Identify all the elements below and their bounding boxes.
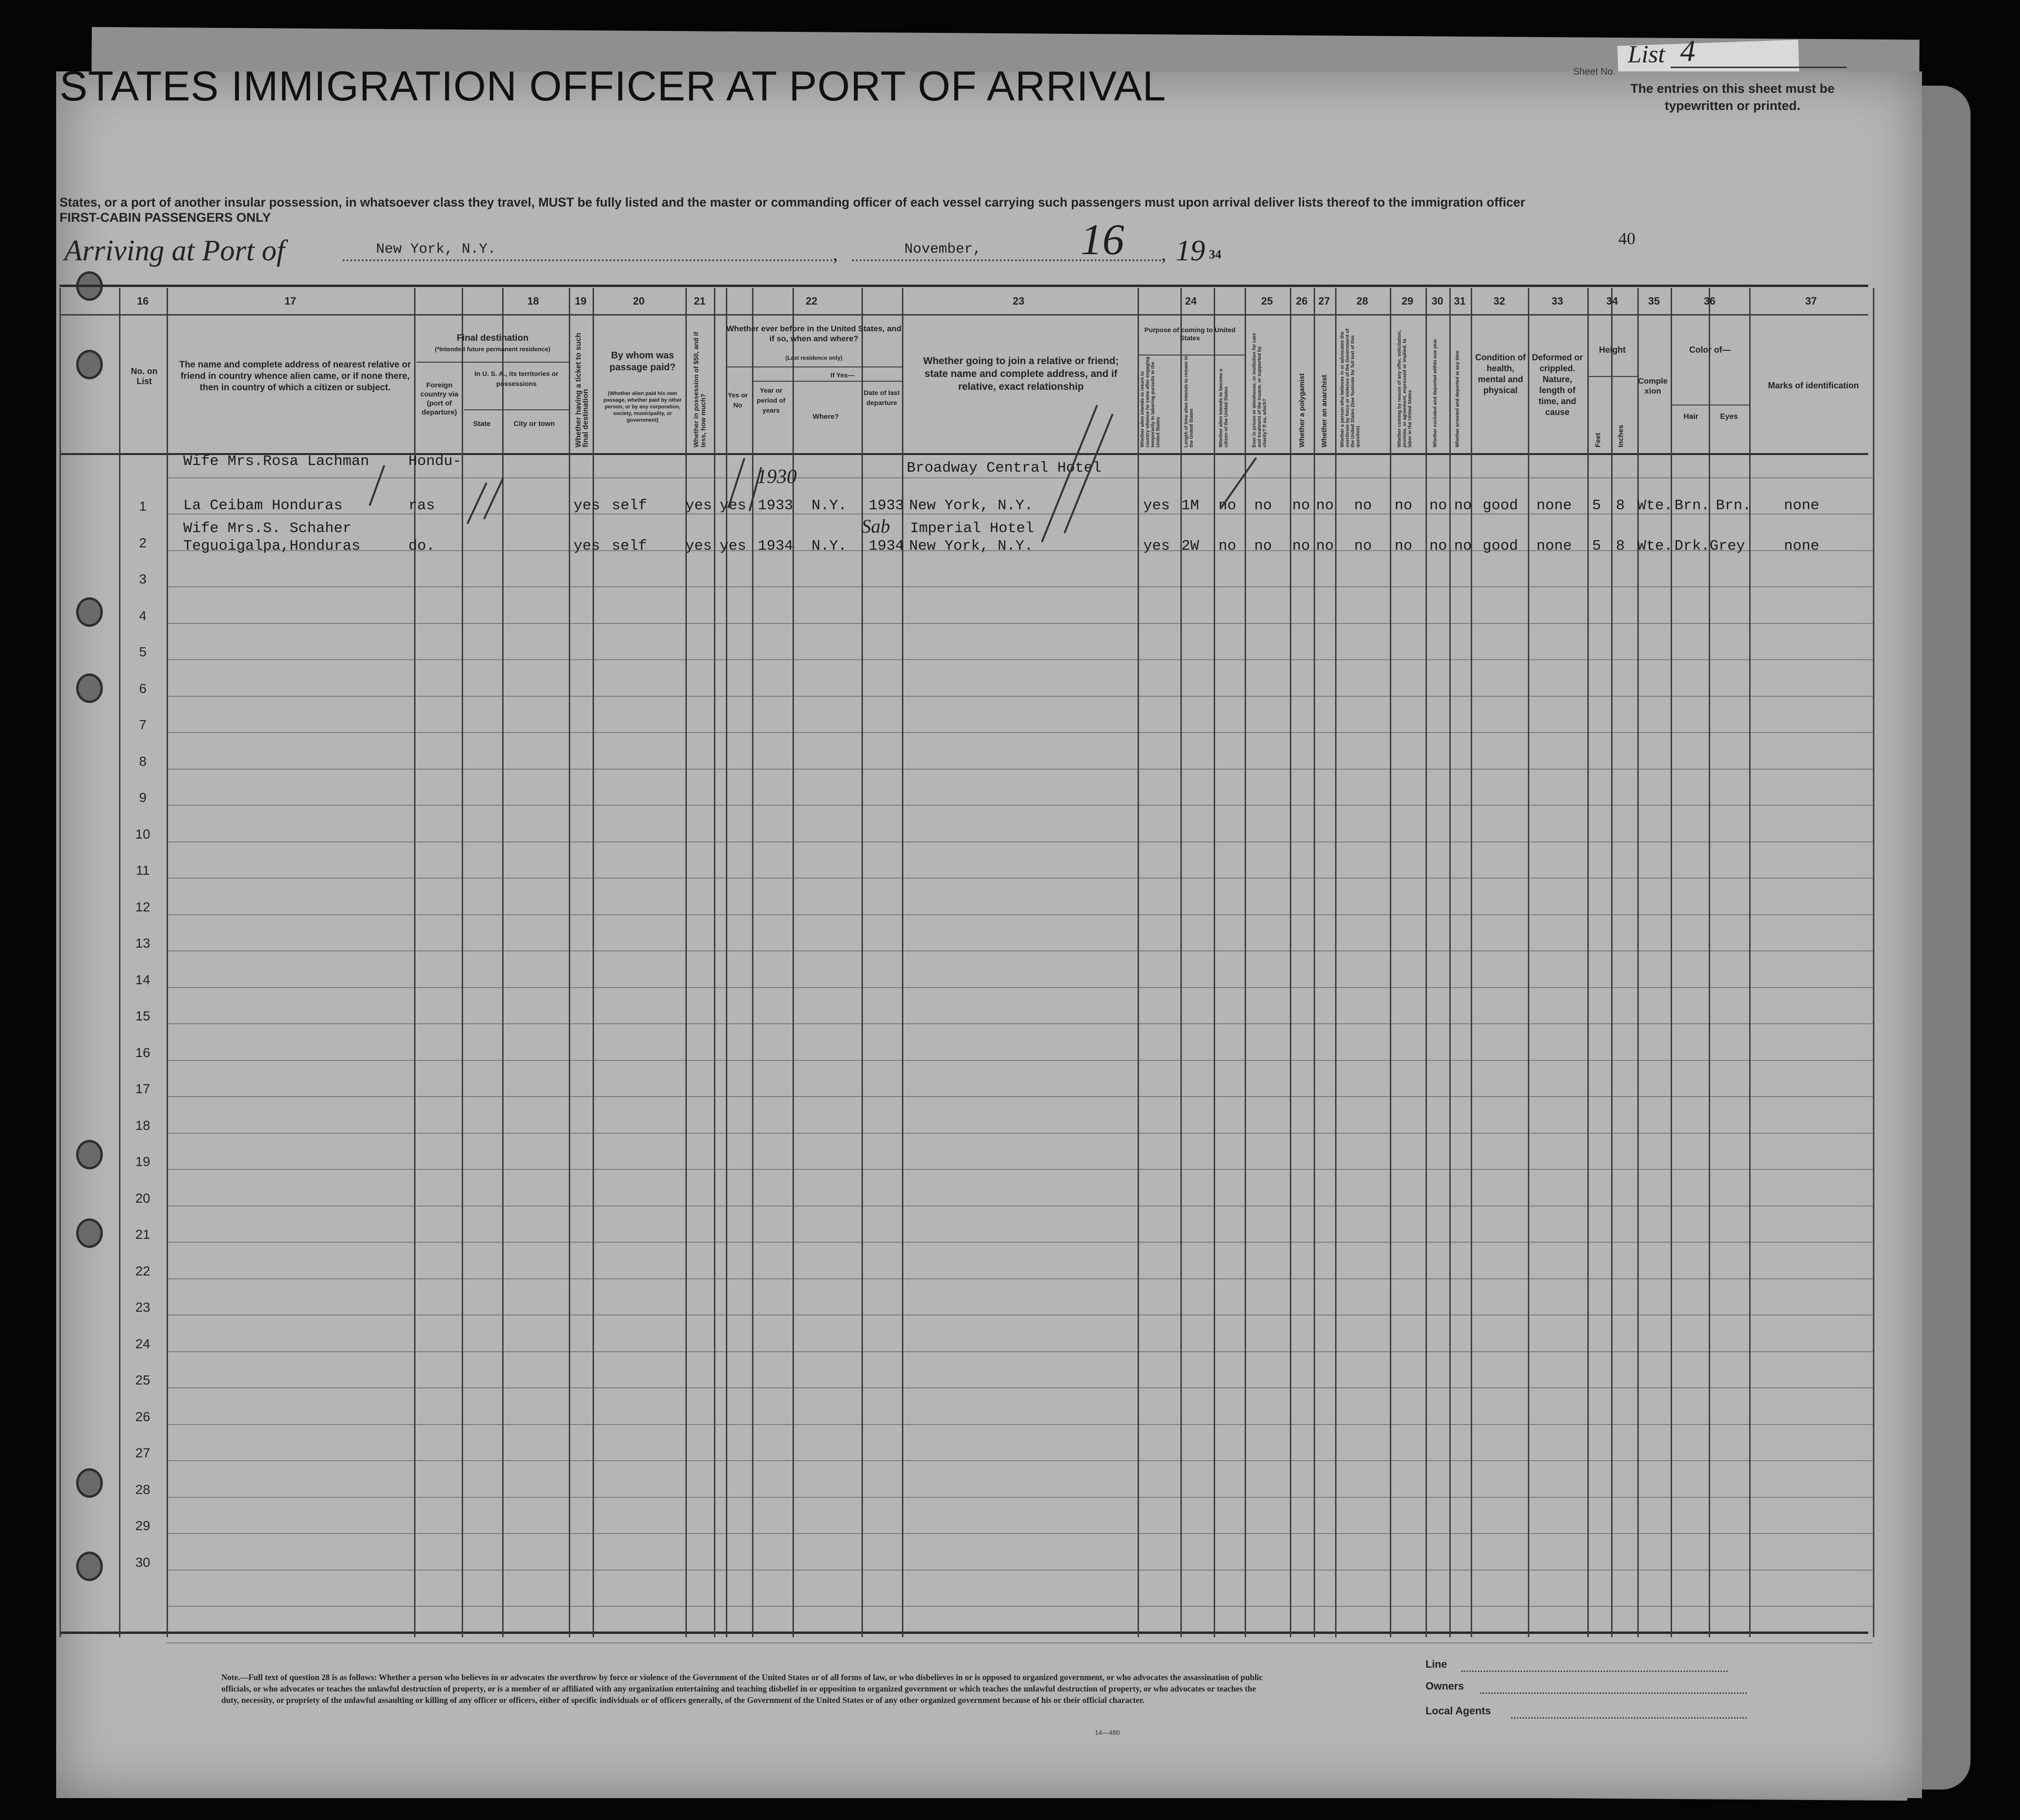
subheader-rule	[416, 362, 569, 363]
binder-ring-hole	[76, 597, 103, 627]
column-rule	[1245, 288, 1246, 1637]
row1-polygamist: no	[1292, 497, 1310, 514]
row2-feet: 5	[1592, 538, 1601, 554]
row2-complexion: Wte.	[1637, 538, 1673, 554]
row-number: 27	[135, 1445, 150, 1460]
column-number: 22	[805, 295, 818, 307]
row1-arrested: no	[1454, 497, 1472, 514]
row-rule	[167, 878, 1873, 879]
column-rule	[1335, 288, 1337, 1637]
column-number: 33	[1551, 295, 1564, 307]
header-marks: Marks of identification	[1768, 381, 1859, 390]
header-complexion: Complexion	[1638, 376, 1668, 396]
column-rule	[792, 288, 794, 1637]
row-number: 22	[135, 1263, 150, 1278]
column-rule	[752, 288, 753, 1637]
header-ever-before: Whether ever before in the United States, and if so, when and where?	[726, 324, 901, 343]
row1-paid-by: self	[612, 497, 647, 514]
local-agents-label: Local Agents	[1426, 1705, 1491, 1717]
column-number: 21	[693, 295, 706, 307]
instructions-line: States, or a port of another insular possession, in whatsoever class they travel, MUST be fully listed and the master or commanding officer of each vessel carrying such passengers must upon arrival deliver lists thereof to the immigration officer	[59, 195, 1525, 209]
subheader-rule	[752, 381, 902, 382]
row-rule	[167, 1460, 1873, 1461]
column-rule	[902, 288, 903, 1637]
header-foreign-country: Foreign country via (port of departure)	[420, 381, 459, 416]
row-rule	[167, 696, 1873, 697]
header-hair: Hair	[1683, 413, 1699, 421]
row1-join-address: New York, N.Y.	[909, 497, 1033, 514]
row-number: 19	[135, 1154, 150, 1169]
row1-relative-name: Wife Mrs.Rosa Lachman	[183, 453, 369, 470]
row-number: 11	[136, 863, 150, 878]
row-number: 25	[135, 1373, 150, 1387]
row1-before: yes	[720, 497, 746, 514]
manifest-page	[56, 71, 1922, 1798]
header-inches: Inches	[1617, 425, 1625, 447]
header-final-destination: Final destination	[456, 333, 529, 343]
row-number: 28	[135, 1482, 150, 1497]
binder-ring-hole	[76, 1140, 103, 1169]
row2-departure-handwritten: Sab	[861, 515, 890, 537]
header-purpose-length: Length of time alien intends to remain in the United States	[1184, 356, 1194, 447]
row-number: 17	[135, 1081, 150, 1096]
row2-prison: no	[1254, 538, 1272, 554]
row2-labor: no	[1395, 538, 1413, 554]
list-label: List	[1628, 41, 1665, 68]
row2-fifty: yes	[685, 538, 712, 554]
row-rule	[167, 477, 1873, 478]
row1-purpose-length: 1M	[1181, 497, 1199, 514]
row-number: 26	[135, 1409, 150, 1424]
column-rule	[1138, 288, 1139, 1637]
header-fifty-dollars: Whether in possession of $50, and if less, how much?	[692, 332, 707, 447]
subheader-rule	[464, 409, 569, 410]
row1-year: 1933	[758, 497, 793, 514]
row1-relative-address: La Ceibam Honduras	[183, 497, 343, 514]
owners-field	[1480, 1692, 1747, 1694]
arrival-day: 16	[1080, 215, 1124, 264]
row-number: 21	[135, 1227, 150, 1242]
row-rule	[167, 1242, 1873, 1243]
row2-relative-name: Wife Mrs.S. Schaher	[183, 520, 352, 537]
column-number: 23	[1012, 295, 1025, 307]
row2-foreign-country: do.	[408, 538, 435, 554]
subheader-rule	[1671, 405, 1749, 406]
column-number: 20	[633, 295, 645, 307]
row2-where: N.Y.	[812, 538, 847, 554]
row-rule	[167, 1606, 1873, 1607]
header-deformed: Deformed or crippled. Nature, length of time, and cause	[1532, 353, 1583, 417]
column-rule	[861, 288, 863, 1637]
row-number: 15	[135, 1009, 150, 1023]
header-yes-no: Yes or No	[727, 391, 748, 409]
column-rule	[414, 288, 416, 1637]
header-feet: Feet	[1594, 433, 1602, 447]
subheader-rule	[726, 366, 902, 367]
header-in-usa: In U. S. A., its territories or possessions	[474, 370, 559, 387]
page-title: STATES IMMIGRATION OFFICER AT PORT OF ARRIVAL	[59, 62, 1167, 109]
row-rule	[167, 1387, 1873, 1388]
column-number: 25	[1261, 295, 1273, 307]
row-number: 24	[135, 1336, 150, 1351]
column-rule	[1671, 288, 1672, 1637]
column-number: 34	[1606, 295, 1618, 307]
row-rule	[167, 950, 1873, 951]
row1-foreign-country-cont: ras	[408, 497, 435, 514]
row-rule	[167, 769, 1873, 770]
column-number: 36	[1703, 295, 1716, 307]
column-rule	[569, 288, 570, 1637]
header-labor-offer: Whether coming by reason of any offer, solicitation, promise, or agreement, expressed or implied, to labor in the United States	[1397, 330, 1413, 447]
header-height: Height	[1599, 345, 1626, 355]
row-rule	[167, 1497, 1873, 1498]
column-number: 37	[1805, 295, 1817, 307]
list-underline	[1671, 67, 1847, 68]
column-rule	[1611, 288, 1613, 1637]
row-number: 23	[135, 1300, 150, 1315]
header-city: City or town	[514, 420, 555, 428]
column-rule	[167, 288, 168, 1637]
owners-label: Owners	[1426, 1680, 1464, 1692]
column-rule	[1449, 288, 1451, 1637]
row2-excluded: no	[1429, 538, 1447, 554]
binder-ring-hole	[76, 1218, 103, 1248]
column-number: 19	[574, 295, 587, 307]
column-rule	[1637, 288, 1639, 1637]
line-field	[1461, 1671, 1728, 1672]
row-number: 7	[139, 717, 147, 732]
column-rule	[1471, 288, 1472, 1637]
column-number: 18	[527, 295, 539, 307]
header-health: Condition of health, mental and physical	[1475, 353, 1526, 395]
column-rule	[1587, 288, 1589, 1637]
row-rule	[167, 841, 1873, 842]
column-rule	[119, 288, 120, 1637]
port-dotted-line	[343, 259, 833, 261]
column-rule	[685, 288, 687, 1637]
table-top-rule	[59, 285, 1868, 287]
row-rule	[167, 1133, 1873, 1134]
header-no-on-list: No. on List	[131, 366, 158, 386]
row1-fifty: yes	[685, 497, 712, 514]
row2-before: yes	[720, 538, 746, 554]
row1-marks: none	[1784, 497, 1820, 514]
row2-anarchist: no	[1316, 538, 1334, 554]
row1-anarchist: no	[1316, 497, 1334, 514]
row2-eyes: Grey	[1710, 538, 1745, 554]
row-rule	[167, 659, 1873, 660]
header-passage-paid-sub: (Whether alien paid his own passage, whether paid by other person, or by any corporation, society, municipality, or government)	[603, 391, 682, 423]
row-rule	[167, 1060, 1873, 1061]
page-count: 40	[1618, 229, 1635, 248]
row1-feet: 5	[1592, 497, 1601, 514]
row-number: 18	[135, 1118, 150, 1133]
row1-inches: 8	[1616, 497, 1625, 514]
column-rule	[462, 288, 463, 1637]
row-rule	[167, 1351, 1873, 1352]
row-rule	[167, 1206, 1873, 1207]
row2-overthrow: no	[1354, 538, 1372, 554]
list-number: 4	[1680, 34, 1695, 68]
header-overthrow: Whether a person who believes in or advocates the overthrow by force or violence of the Government of the United States (See footnote for full text of this question)	[1340, 328, 1361, 447]
column-rule	[1528, 288, 1529, 1637]
header-arrested: Whether arrested and deported at any time	[1455, 350, 1460, 447]
row1-where: N.Y.	[812, 497, 847, 514]
arrival-year-suffix: 34	[1209, 247, 1221, 261]
arrival-year-prefix: 19	[1176, 235, 1205, 267]
header-purpose-citizen: Whether alien intends to become a citizen of the United States	[1218, 368, 1229, 447]
row2-inches: 8	[1616, 538, 1625, 554]
binder-ring-hole	[76, 1468, 103, 1498]
subheader-rule	[1587, 376, 1637, 377]
row-number: 3	[139, 572, 147, 586]
header-anarchist: Whether an anarchist	[1320, 375, 1328, 447]
row1-health: good	[1483, 497, 1518, 514]
row-number: 8	[139, 753, 147, 769]
column-number: 35	[1648, 295, 1660, 307]
column-rule	[1749, 288, 1751, 1637]
row1-excluded: no	[1429, 497, 1447, 514]
row-number: 9	[139, 790, 147, 805]
sheet-number-label: Sheet No.	[1573, 67, 1615, 77]
binder-ring-hole	[76, 673, 103, 703]
row-number: 13	[135, 936, 150, 950]
row1-year-handwritten: 1930	[757, 466, 797, 488]
row-rule	[167, 1642, 1873, 1643]
header-polygamist: Whether a polygamist	[1298, 373, 1306, 447]
row-number: 6	[139, 681, 147, 696]
entries-note: The entries on this sheet must be typewritten or printed.	[1630, 81, 1835, 113]
row1-purpose-citizen: no	[1218, 497, 1237, 514]
column-number-rule	[59, 314, 1868, 316]
row2-arrested: no	[1454, 538, 1472, 554]
row2-ticket: yes	[574, 538, 600, 554]
column-rule	[1426, 288, 1427, 1637]
row-rule	[167, 1570, 1873, 1571]
row2-departure: 1934	[869, 538, 904, 554]
row2-purpose-citizen: no	[1218, 538, 1237, 554]
row2-relative-address: Teguoigalpa,Honduras	[183, 538, 361, 554]
row1-purpose-return: yes	[1143, 497, 1170, 514]
footnote-question-28: Note.—Full text of question 28 is as follows: Whether a person who believes in or advocates the overthrow by force or violence of the Government of the United States or of all forms of law, or who disbelieves in or is opposed to organized government, or who advocates the assassination of public officials, or who advocates or teaches the unlawful destruction of property, or is a member of or affiliated with any organization entertaining and teaching disbelief in or opposition to organized government or which teaches the unlawful destruction of property, or who advocates or teaches the duty, necessity, or propriety of the unlawful assaulting or killing of any officer or officers, either of specific individuals or of officers generally, of the Government of the United States or of any other organized government because of his or their official character.	[221, 1672, 1263, 1705]
row-number: 30	[135, 1554, 150, 1570]
row-rule	[167, 1315, 1873, 1316]
header-where: Where?	[812, 413, 839, 421]
row-rule	[167, 987, 1873, 988]
row-rule	[167, 1169, 1873, 1170]
column-rule	[1314, 288, 1315, 1637]
row1-departure: 1933	[869, 497, 904, 514]
header-ticket: Whether having a ticket to such final destination	[574, 333, 590, 447]
column-rule	[59, 288, 61, 1637]
row-rule	[167, 586, 1873, 587]
row1-deformed: none	[1536, 497, 1572, 514]
comma: ,	[833, 243, 838, 265]
row-rule	[167, 1533, 1873, 1534]
row-number: 14	[135, 972, 150, 987]
row2-join-address: New York, N.Y.	[909, 538, 1033, 554]
binder-ring-hole	[76, 1552, 103, 1581]
line-label: Line	[1426, 1658, 1447, 1670]
column-rule	[1390, 288, 1391, 1637]
column-number: 32	[1493, 295, 1505, 307]
column-number: 27	[1318, 295, 1330, 307]
column-number: 26	[1296, 295, 1308, 307]
row-rule	[167, 1096, 1873, 1097]
row1-complexion: Wte.	[1637, 497, 1673, 514]
column-rule	[1709, 288, 1710, 1637]
row-rule	[167, 1278, 1873, 1279]
column-number: 28	[1356, 295, 1368, 307]
comma: ,	[1161, 243, 1166, 265]
header-excluded: Whether excluded and deported within one year	[1433, 339, 1438, 447]
row1-foreign-country: Hondu-	[408, 453, 462, 470]
column-rule	[1214, 288, 1215, 1637]
row2-deformed: none	[1536, 538, 1572, 554]
header-join-relative: Whether going to join a relative or friend; state name and complete address, and if relative, exact relationship	[923, 356, 1119, 392]
header-eyes: Eyes	[1720, 413, 1738, 421]
row2-polygamist: no	[1292, 538, 1310, 554]
passenger-class: FIRST-CABIN PASSENGERS ONLY	[59, 210, 271, 225]
column-number: 30	[1431, 295, 1444, 307]
row2-hair: Drk.	[1674, 538, 1710, 554]
row-number: 12	[135, 899, 150, 914]
row-number: 1	[139, 499, 147, 514]
header-passage-paid: By whom was passage paid?	[609, 350, 676, 373]
column-number: 17	[284, 295, 297, 307]
header-last-departure: Date of last departure	[863, 389, 900, 406]
local-agents-field	[1511, 1717, 1747, 1719]
row1-hair: Brn.	[1674, 497, 1710, 514]
row2-purpose-length: 2W	[1181, 538, 1199, 554]
binder-ring-hole	[76, 350, 103, 379]
row-rule	[167, 732, 1873, 733]
column-rule	[502, 288, 504, 1637]
row1-join-name: Broadway Central Hotel	[907, 460, 1102, 476]
row-number: 16	[135, 1045, 150, 1060]
form-number: 14—480	[1095, 1729, 1120, 1736]
header-state: State	[473, 420, 491, 428]
header-ever-before-sub: (Last residence only)	[785, 355, 843, 361]
row1-eyes: Brn.	[1716, 497, 1752, 514]
row1-ticket: yes	[574, 497, 600, 514]
column-number: 16	[137, 295, 149, 307]
row2-paid-by: self	[612, 538, 647, 554]
row1-labor: no	[1395, 497, 1413, 514]
column-rule	[726, 288, 727, 1637]
header-prison: Ever in prison or almshouse, or institution for care and treatment of the insane, or supported by charity? If so, which?	[1252, 333, 1267, 447]
column-rule	[1873, 288, 1874, 1637]
column-number: 24	[1185, 295, 1197, 307]
header-final-destination-sub: (*Intended future permanent residence)	[435, 346, 551, 353]
column-number: 31	[1454, 295, 1466, 307]
row-number: 29	[135, 1518, 150, 1533]
row2-year: 1934	[758, 538, 793, 554]
row-rule	[167, 1023, 1873, 1024]
header-relative: The name and complete address of nearest relative or friend in country whence alien came, or if none there, then in country of which a citizen or subject.	[179, 360, 411, 393]
row-rule	[167, 1424, 1873, 1425]
row-number: 20	[135, 1190, 150, 1206]
column-number: 29	[1401, 295, 1414, 307]
column-rule	[714, 288, 715, 1637]
row-rule	[167, 805, 1873, 806]
column-rule	[1180, 288, 1182, 1637]
row-rule	[167, 914, 1873, 915]
row2-join-name: Imperial Hotel	[910, 520, 1034, 537]
row1-overthrow: no	[1354, 497, 1372, 514]
row-rule	[167, 623, 1873, 624]
table-bottom-rule	[59, 1632, 1868, 1634]
row-number: 10	[135, 826, 150, 841]
header-purpose-return: Whether alien intends to return to country whence he came after engaging temporarily in laboring pursuits in the United States	[1140, 356, 1161, 447]
header-purpose: Purpose of coming to United States	[1144, 326, 1236, 342]
header-color-of: Color of—	[1689, 345, 1731, 355]
arrival-month: November,	[904, 241, 982, 257]
header-if-yes: If Yes—	[830, 371, 855, 379]
arrival-port: New York, N.Y.	[376, 241, 496, 257]
row2-health: good	[1483, 538, 1518, 554]
column-rule	[1290, 288, 1291, 1637]
arriving-label: Arriving at Port of	[64, 235, 285, 267]
row-number: 5	[139, 644, 147, 659]
header-year: Year or period of years	[757, 386, 785, 414]
column-rule	[593, 288, 594, 1637]
row1-prison: no	[1254, 497, 1272, 514]
row-number: 4	[139, 608, 147, 623]
row-number: 2	[139, 535, 147, 550]
row2-purpose-return: yes	[1143, 538, 1170, 554]
row2-marks: none	[1784, 538, 1820, 554]
